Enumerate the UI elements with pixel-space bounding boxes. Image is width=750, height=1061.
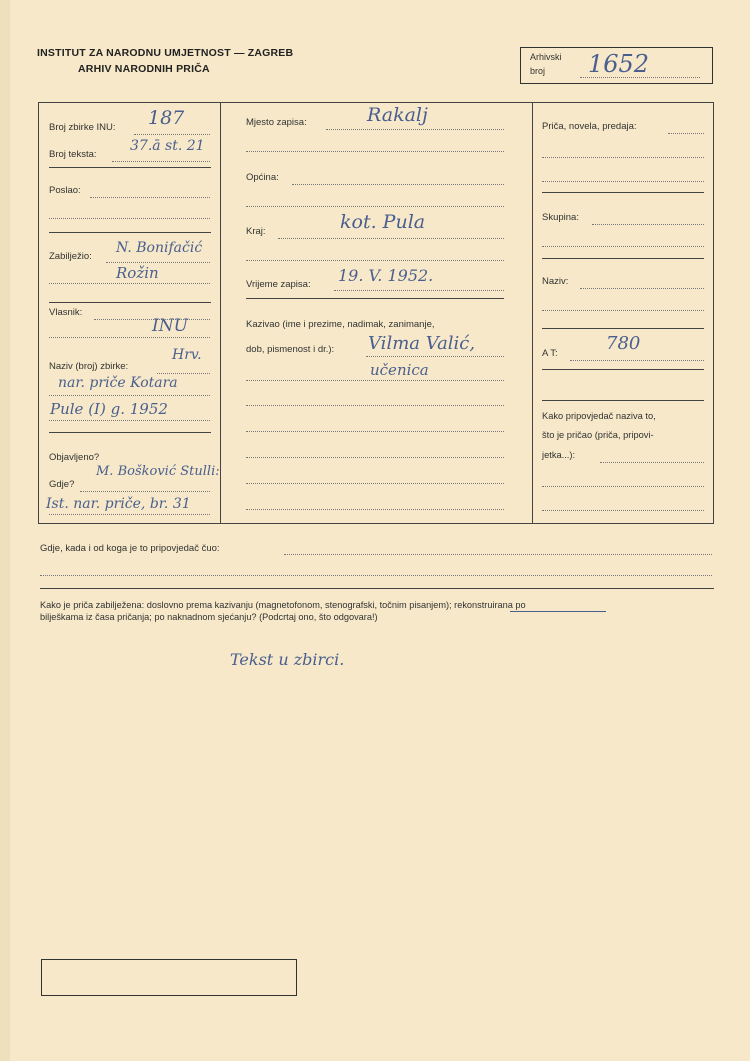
institute-title: INSTITUT ZA NARODNU UMJETNOST — ZAGREB (37, 47, 294, 59)
vlasnik-label: Vlasnik: (49, 307, 83, 318)
middle-rule-1 (246, 298, 504, 299)
kako-naziva-line (600, 462, 704, 463)
kazivao-line-6 (246, 483, 504, 484)
kazivao-label-2: dob, pismenost i dr.): (246, 344, 335, 355)
mjesto-value: Rakalj (367, 104, 428, 126)
kazivao-line-5 (246, 457, 504, 458)
poslao-label: Poslao: (49, 185, 81, 196)
mjesto-label: Mjesto zapisa: (246, 117, 307, 128)
inu-label: Broj zbirke INU: (49, 122, 116, 133)
naziv-zbirke-label: Naziv (broj) zbirke: (49, 361, 129, 372)
prica-line (668, 133, 704, 134)
gdje-cuo-label: Gdje, kada i od koga je to pripovjedač čuo: (40, 543, 220, 554)
empty-stamp-box (41, 959, 297, 996)
archive-number: 1652 (588, 50, 650, 78)
skupina-label: Skupina: (542, 212, 579, 223)
opcina-line (292, 184, 504, 185)
naziv-zbirke-line-3 (49, 420, 210, 421)
divider-right (532, 102, 533, 524)
archive-number-line (580, 77, 700, 78)
gdje-line-2 (49, 514, 210, 515)
right-rule-3 (542, 328, 704, 329)
poslao-line-2 (49, 218, 210, 219)
handwritten-note: Tekst u zbirci. (230, 650, 345, 669)
vlasnik-value: INU (152, 316, 188, 336)
naziv-zbirke-value-1: Hrv. (172, 347, 202, 363)
kazivao-line-4 (246, 431, 504, 432)
kako-naziva-line-2 (542, 486, 704, 487)
gdje-label: Gdje? (49, 479, 75, 490)
objavljeno-label: Objavljeno? (49, 452, 100, 463)
at-label: A T: (542, 348, 558, 359)
naziv-line-2 (542, 310, 704, 311)
skupina-line-2 (542, 246, 704, 247)
objavljeno-value: M. Bošković Stulli: (96, 464, 220, 479)
gdje-line (80, 491, 210, 492)
naziv-zbirke-line-2 (49, 395, 210, 396)
right-rule-5 (542, 400, 704, 401)
kazivao-label-1: Kazivao (ime i prezime, nadimak, zanimanje, (246, 319, 435, 330)
frame-right (713, 102, 714, 524)
kazivao-line-2 (246, 380, 504, 381)
inu-line (134, 134, 210, 135)
kraj-line (278, 238, 504, 239)
kraj-line-2 (246, 260, 504, 261)
zabiljezio-line (106, 262, 210, 263)
kazivao-line-3 (246, 405, 504, 406)
kazivao-value-2: učenica (370, 361, 429, 379)
mjesto-line-2 (246, 151, 504, 152)
at-line (570, 360, 704, 361)
underline-mark (510, 611, 606, 612)
left-rule-3 (49, 302, 211, 303)
archive-label-1: Arhivski (530, 52, 562, 62)
naziv-label: Naziv: (542, 276, 569, 287)
inu-value: 187 (148, 107, 185, 129)
kraj-value: kot. Pula (340, 211, 426, 233)
kako-zabiljezena-line-2: bilješkama iz časa pričanja; po naknadnom sjećanju? (Podcrtaj ono, što odgovara!) (40, 612, 378, 622)
right-rule-1 (542, 192, 704, 193)
vrijeme-line (334, 290, 504, 291)
prica-label: Priča, novela, predaja: (542, 121, 637, 132)
naziv-zbirke-value-3: Pule (I) g. 1952 (50, 400, 168, 418)
naziv-zbirke-line (157, 373, 210, 374)
kazivao-line (366, 356, 504, 357)
kazivao-line-7 (246, 509, 504, 510)
right-rule-4 (542, 369, 704, 370)
zabiljezio-line-2 (49, 283, 210, 284)
at-value: 780 (606, 333, 641, 354)
kako-naziva-label-3: jetka...): (542, 450, 576, 460)
zabiljezio-value-2: Rožin (116, 264, 159, 282)
bottom-rule (40, 588, 714, 589)
archive-title: ARHIV NARODNIH PRIČA (78, 63, 210, 75)
skupina-line (592, 224, 704, 225)
text-number-value: 37.ā st. 21 (130, 138, 205, 154)
divider-left (220, 102, 221, 524)
naziv-zbirke-value-2: nar. priče Kotara (58, 375, 178, 391)
kako-naziva-label-1: Kako pripovjedač naziva to, (542, 411, 656, 421)
kako-naziva-label-2: što je pričao (priča, pripovi- (542, 430, 654, 440)
opcina-line-2 (246, 206, 504, 207)
frame-bottom (38, 523, 714, 524)
text-number-line (112, 161, 210, 162)
gdje-cuo-line (284, 554, 712, 555)
vrijeme-label: Vrijeme zapisa: (246, 279, 311, 290)
right-rule-2 (542, 258, 704, 259)
archive-label-2: broj (530, 66, 546, 76)
kraj-label: Kraj: (246, 226, 266, 237)
frame-left (38, 102, 39, 524)
left-rule-2 (49, 232, 211, 233)
kazivao-value-1: Vilma Valić, (368, 333, 476, 354)
opcina-label: Općina: (246, 172, 279, 183)
zabiljezio-label: Zabilježio: (49, 251, 92, 262)
gdje-cuo-line-2 (40, 575, 712, 576)
prica-line-3 (542, 181, 704, 182)
prica-line-2 (542, 157, 704, 158)
frame-top (38, 102, 714, 103)
vrijeme-value: 19. V. 1952. (338, 266, 434, 285)
text-number-label: Broj teksta: (49, 149, 97, 160)
mjesto-line (326, 129, 504, 130)
zabiljezio-value-1: N. Bonifačić (116, 240, 203, 256)
gdje-value: Ist. nar. priče, br. 31 (46, 496, 191, 512)
left-rule-1 (49, 167, 211, 168)
naziv-line (580, 288, 704, 289)
poslao-line (90, 197, 210, 198)
left-rule-4 (49, 432, 211, 433)
kako-zabiljezena-line-1: Kako je priča zabilježena: doslovno prema kazivanju (magnetofonom, stenografski, točnim pisanjem); rekonstruirana po (40, 600, 526, 610)
vlasnik-line-2 (49, 337, 210, 338)
kako-naziva-line-3 (542, 510, 704, 511)
paper-edge (0, 0, 10, 1061)
